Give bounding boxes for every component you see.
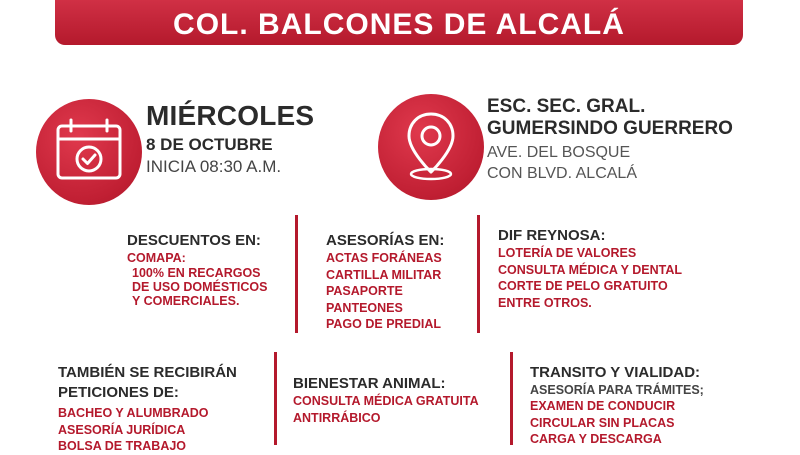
section-title: ASESORÍAS EN:: [326, 232, 445, 249]
section-peticiones: [58, 364, 237, 455]
list-item: CONSULTA MÉDICA Y DENTAL: [498, 262, 683, 277]
section-subtitle: ASESORÍA PARA TRÁMITES;: [530, 383, 704, 397]
list-item: PAGO DE PREDIAL: [326, 317, 442, 331]
calendar-check-icon: [36, 99, 142, 205]
list-item: ACTAS FORÁNEAS: [326, 251, 442, 265]
list-item: PANTEONES: [326, 300, 403, 315]
section-title: BIENESTAR ANIMAL:: [293, 375, 446, 392]
section-dif: [498, 227, 682, 311]
list-item: ANTIRRÁBICO: [293, 410, 381, 425]
list-item: BOLSA DE TRABAJO: [58, 439, 187, 453]
date-day: 8 DE OCTUBRE: [146, 135, 273, 154]
list-item: Y COMERCIALES.: [132, 294, 240, 308]
date-info: [146, 100, 314, 177]
weekday: MIÉRCOLES: [146, 100, 315, 131]
column-divider: [510, 352, 513, 445]
location-name-line2: GUMERSINDO GUERRERO: [487, 118, 733, 139]
list-item: 100% EN RECARGOS: [132, 266, 261, 280]
list-item: DE USO DOMÉSTICOS: [132, 280, 268, 294]
section-title: DIF REYNOSA:: [498, 227, 606, 244]
provider-label: COMAPA:: [127, 251, 186, 265]
location-address-line1: AVE. DEL BOSQUE: [487, 144, 631, 161]
section-transito: [530, 364, 704, 448]
header-banner: [55, 0, 743, 45]
section-title-line1: TAMBIÉN SE RECIBIRÁN: [58, 364, 237, 381]
page-title: COL. BALCONES DE ALCALÁ: [173, 7, 625, 41]
list-item: CORTE DE PELO GRATUITO: [498, 279, 668, 293]
section-asesorias: [326, 232, 444, 333]
list-item: ENTRE OTROS.: [498, 295, 592, 310]
location-info: [487, 96, 733, 182]
list-item: EXAMEN DE CONDUCIR: [530, 399, 676, 413]
section-title: TRANSITO Y VIALIDAD:: [530, 364, 701, 381]
section-bienestar: [293, 375, 479, 426]
column-divider: [477, 215, 480, 333]
location-address-line2: CON BLVD. ALCALÁ: [487, 165, 637, 182]
section-title: DESCUENTOS EN:: [127, 232, 261, 249]
list-item: BACHEO Y ALUMBRADO: [58, 406, 209, 420]
map-pin-icon: [378, 94, 484, 200]
list-item: CARTILLA MILITAR: [326, 267, 442, 282]
section-descuentos: [127, 232, 267, 308]
column-divider: [274, 352, 277, 445]
list-item: CONSULTA MÉDICA GRATUITA: [293, 394, 479, 408]
start-time: INICIA 08:30 A.M.: [146, 157, 282, 176]
location-name-line1: ESC. SEC. GRAL.: [487, 96, 646, 117]
list-item: CIRCULAR SIN PLACAS: [530, 415, 675, 430]
list-item: LOTERÍA DE VALORES: [498, 246, 637, 260]
column-divider: [295, 215, 298, 333]
list-item: CARGA Y DESCARGA: [530, 432, 662, 446]
section-title-line2: PETICIONES DE:: [58, 384, 179, 401]
list-item: ASESORÍA JURÍDICA: [58, 422, 186, 437]
list-item: PASAPORTE: [326, 284, 403, 298]
